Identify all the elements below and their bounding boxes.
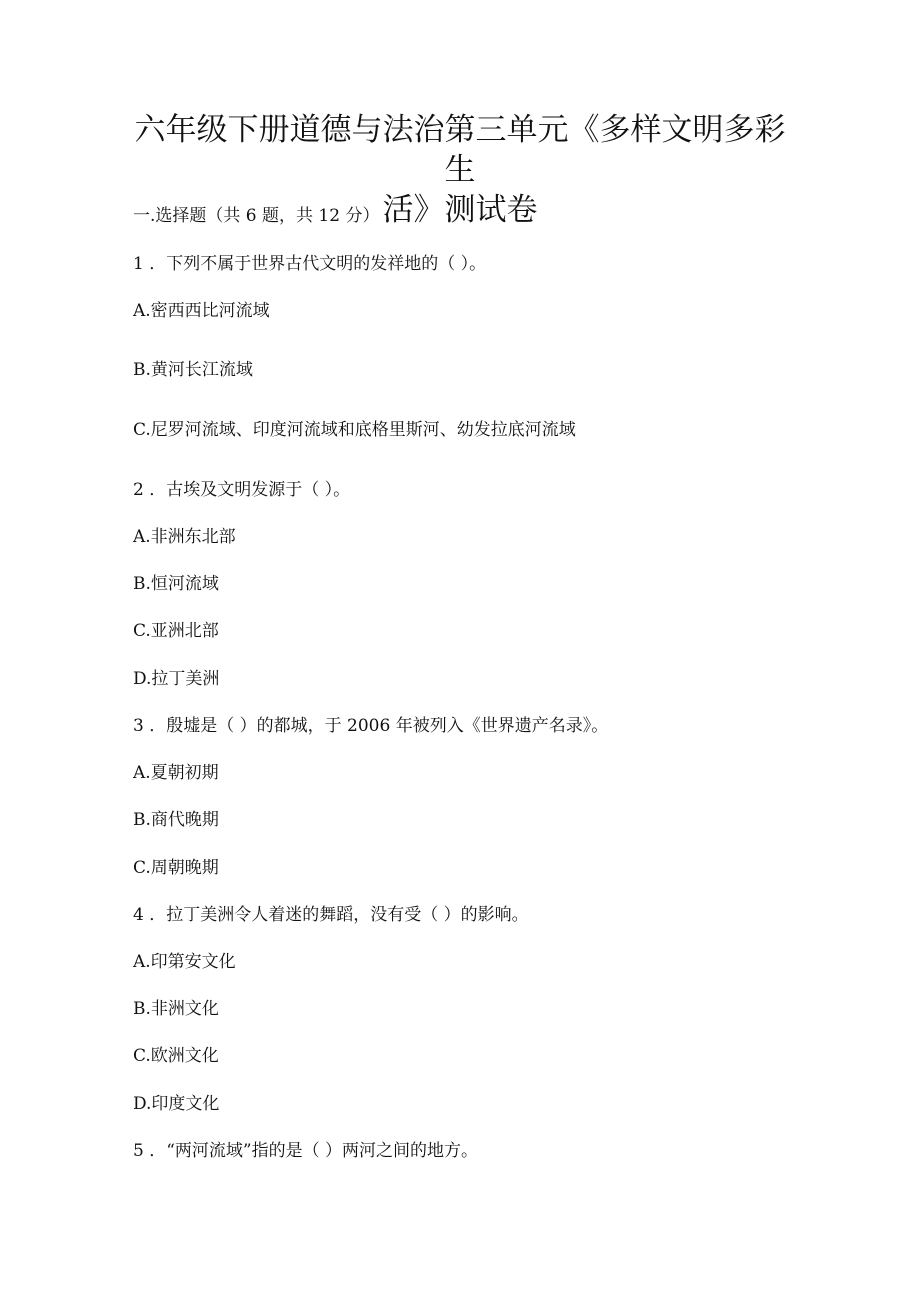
question-2-option-a: A.非洲东北部 [133, 527, 236, 547]
title-line-2: 活》测试卷 [382, 192, 538, 228]
question-2-option-c: C.亚洲北部 [133, 621, 219, 641]
question-1-option-b: B.黄河长江流域 [133, 360, 253, 380]
question-4-option-c: C.欧洲文化 [133, 1046, 219, 1066]
question-1-option-a: A.密西西比河流域 [133, 301, 270, 321]
section-heading: 一.选择题（共 6 题，共 12 分） [133, 206, 380, 226]
question-5-stem: 5 ．“两河流域”指的是（ ）两河之间的地方。 [133, 1141, 479, 1161]
question-3-option-b: B.商代晚期 [133, 810, 219, 830]
question-3-stem: 3 ．殷墟是（ ）的都城，于 2006 年被列入《世界遗产名录》。 [133, 716, 609, 736]
question-2-option-b: B.恒河流域 [133, 574, 219, 594]
question-1-stem: 1 ．下列不属于世界古代文明的发祥地的（ ）。 [133, 254, 487, 274]
question-4-option-b: B.非洲文化 [133, 999, 219, 1019]
question-2-stem: 2 ．古埃及文明发源于（ ）。 [133, 480, 351, 500]
question-1-option-c: C.尼罗河流域、印度河流域和底格里斯河、幼发拉底河流域 [133, 420, 576, 440]
question-4-stem: 4 ．拉丁美洲令人着迷的舞蹈，没有受（ ）的影响。 [133, 905, 529, 925]
question-4-option-d: D.印度文化 [133, 1094, 220, 1114]
question-2-option-d: D.拉丁美洲 [133, 669, 220, 689]
question-3-option-c: C.周朝晚期 [133, 858, 219, 878]
question-4-option-a: A.印第安文化 [133, 952, 236, 972]
title-line-1: 六年级下册道德与法治第三单元《多样文明多彩生 [134, 112, 786, 188]
question-3-option-a: A.夏朝初期 [133, 763, 219, 783]
